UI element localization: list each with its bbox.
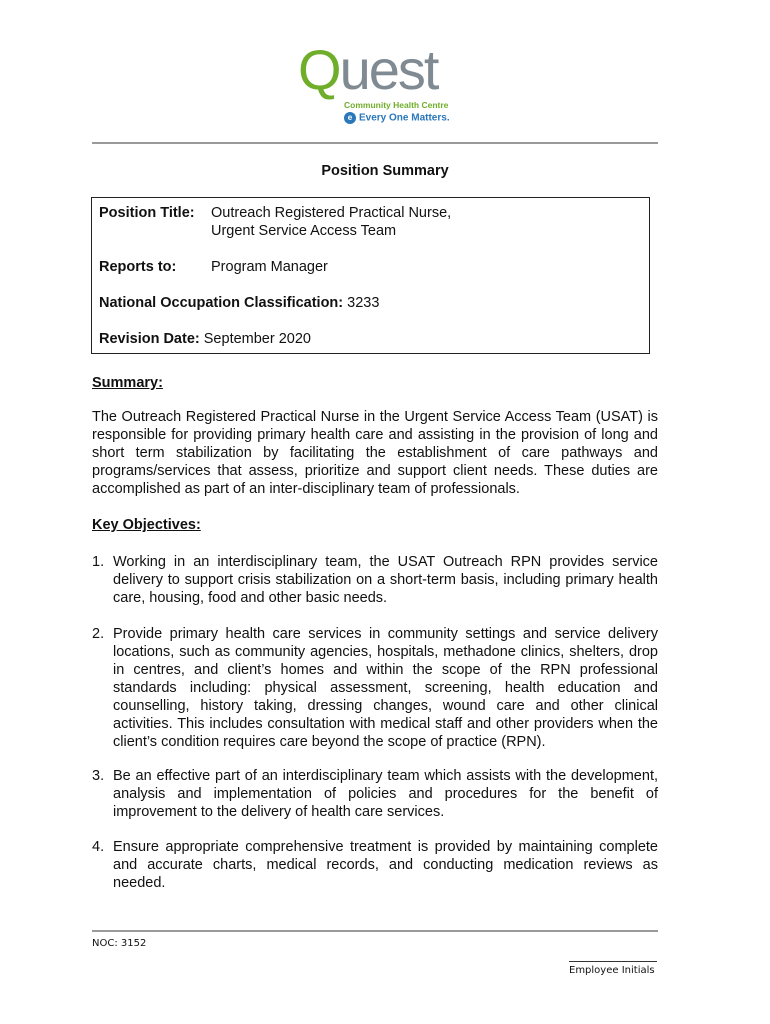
revision-label: Revision Date: <box>99 331 200 347</box>
noc-value: 3233 <box>343 295 380 311</box>
objective-number: 4. <box>92 839 105 855</box>
logo-mark-icon: e <box>344 112 356 124</box>
page-title: Position Summary <box>321 163 449 179</box>
reports-to-label: Reports to: <box>99 259 177 275</box>
summary-heading: Summary: <box>92 375 163 391</box>
quest-logo <box>298 40 458 130</box>
objective-item-3 <box>92 767 658 821</box>
footer-noc: NOC: 3152 <box>92 938 147 949</box>
objective-number: 3. <box>92 768 105 784</box>
logo-wordmark <box>298 40 437 100</box>
objective-text: Ensure appropriate comprehensive treatment is provided by maintaining complete and accurate charts, medical records, and conducting medication reviews as needed. <box>113 839 658 891</box>
objective-text: Be an effective part of an interdisciplinary team which assists with the development, analysis and implementation of policies and procedures for the benefit of improvement to the delivery of health care services. <box>113 768 658 820</box>
logo-tagline: Every One Matters. <box>359 112 450 124</box>
reports-to-value: Program Manager <box>211 259 328 275</box>
position-title-value-2: Urgent Service Access Team <box>211 223 397 239</box>
logo-tagline-row <box>344 112 450 124</box>
header-divider <box>92 142 658 144</box>
position-title-label: Position Title: <box>99 205 195 221</box>
objective-item-4 <box>92 838 658 892</box>
objective-number: 2. <box>92 626 105 642</box>
objective-item-1 <box>92 553 658 607</box>
logo-q-letter: Q <box>298 38 340 101</box>
employee-initials-label: Employee Initials <box>569 965 655 976</box>
footer-divider <box>92 930 658 932</box>
objective-number: 1. <box>92 554 105 570</box>
position-title-value-1: Outreach Registered Practical Nurse, <box>211 205 452 221</box>
objective-text: Provide primary health care services in community settings and service delivery locations, such as community agencies, hospitals, methadone clinics, shelters, drop in centres, and client’s homes and within the scope of the RPN professional standards including: physical assessment, screening, health education and counselling, history taking, dressing changes, wound care and other clinical activities. This includes consultation with medical staff and other providers when the client’s condition requires care beyond the scope of practice (RPN). <box>113 626 658 750</box>
noc-row <box>99 295 379 311</box>
noc-label: National Occupation Classification: <box>99 295 344 311</box>
objective-item-2 <box>92 625 658 751</box>
summary-text: The Outreach Registered Practical Nurse in the Urgent Service Access Team (USAT) is responsible for providing primary health care and assisting in the provision of long and short term stabilization by facilitating the establishment of care pathways and programs/services that assess, prioritize and support client needs. These duties are accomplished as part of an inter-disciplinary team of professionals. <box>92 409 658 497</box>
objective-text: Working in an interdisciplinary team, the USAT Outreach RPN provides service delivery to support crisis stabilization on a short-term basis, including primary health care, housing, food and other basic needs. <box>113 554 658 606</box>
logo-rest-letters: uest <box>339 38 438 101</box>
initials-signature-line <box>569 961 657 962</box>
revision-value: September 2020 <box>199 331 311 347</box>
logo-subtitle: Community Health Centre <box>344 100 449 110</box>
revision-row <box>99 331 311 347</box>
key-objectives-heading: Key Objectives: <box>92 517 201 533</box>
